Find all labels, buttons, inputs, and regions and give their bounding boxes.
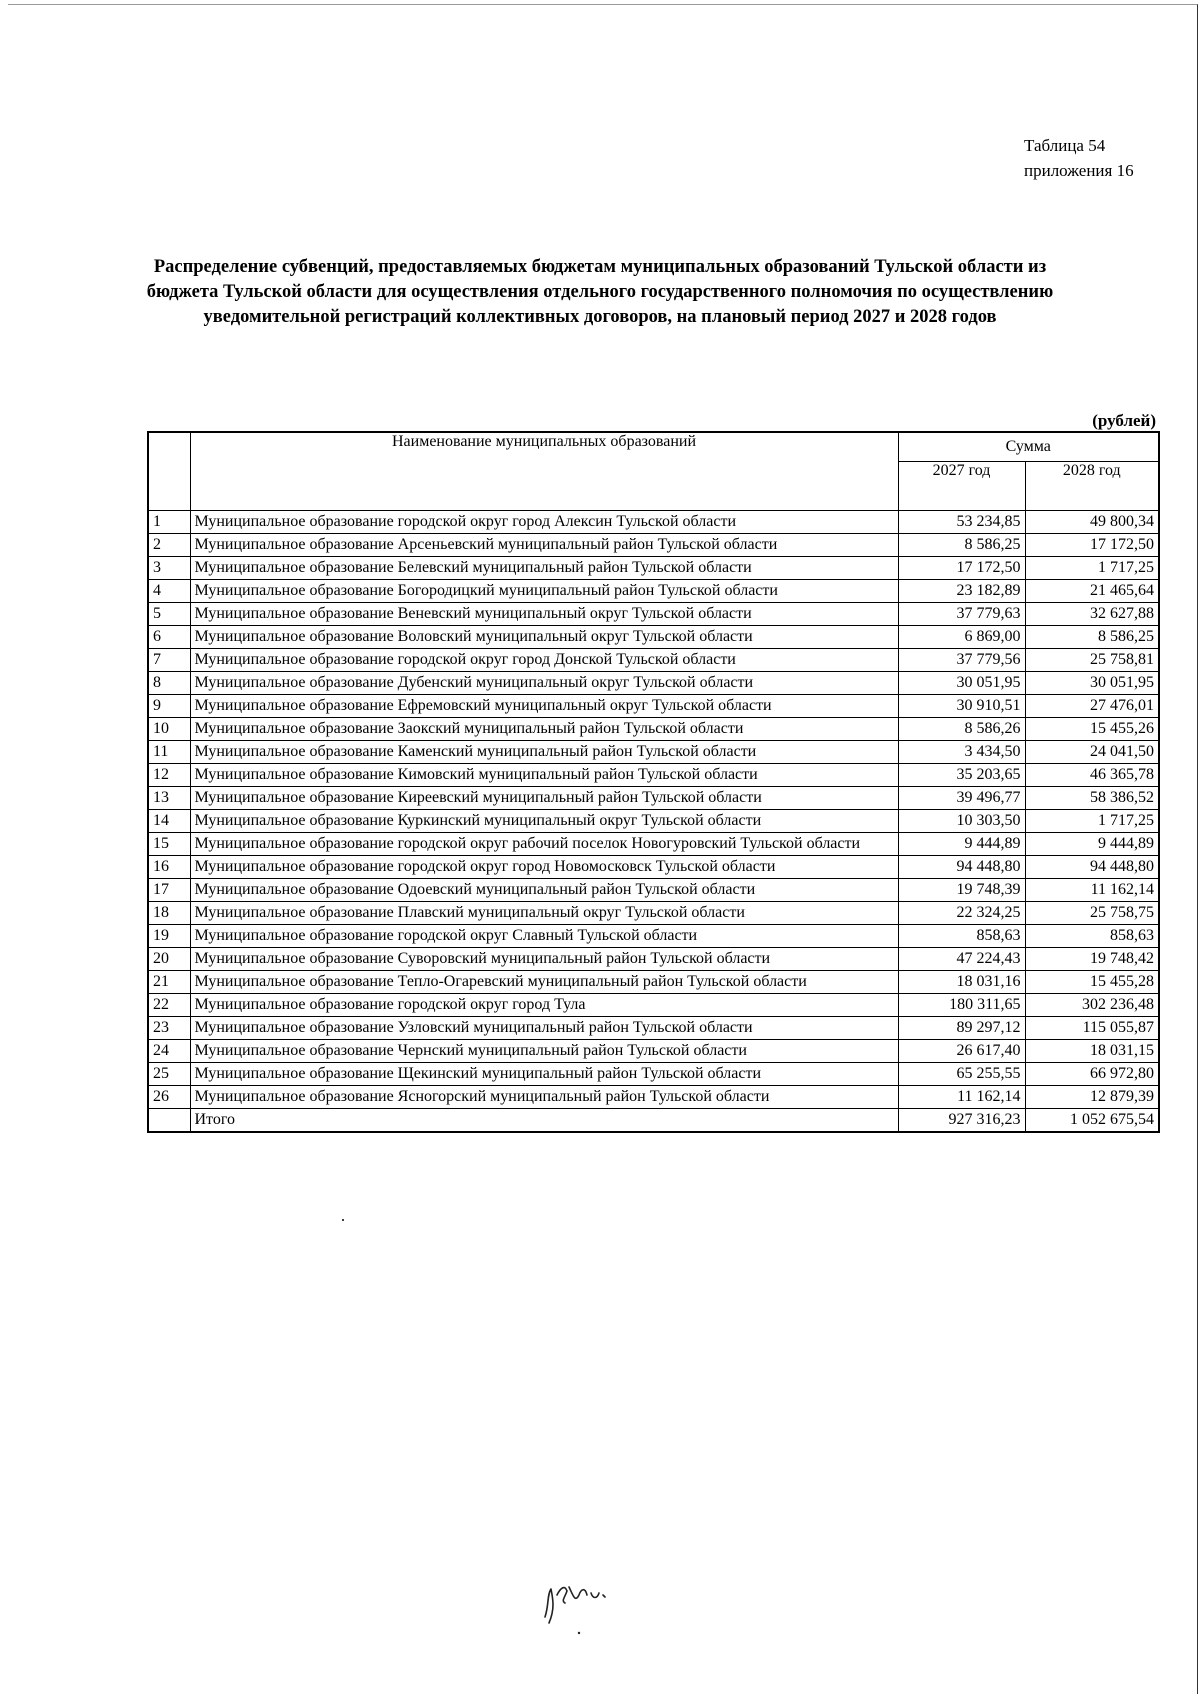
table-row <box>148 718 1159 741</box>
row-number: 12 <box>148 764 190 787</box>
municipality-name: Муниципальное образование городской округ город Донской Тульской области <box>190 649 898 672</box>
amount-2027: 30 910,51 <box>898 695 1025 718</box>
row-number: 24 <box>148 1040 190 1063</box>
total-2028: 1 052 675,54 <box>1025 1109 1159 1133</box>
amount-2028: 12 879,39 <box>1025 1086 1159 1109</box>
amount-2028: 18 031,15 <box>1025 1040 1159 1063</box>
row-number: 18 <box>148 902 190 925</box>
table-row <box>148 626 1159 649</box>
table-row <box>148 971 1159 994</box>
row-number: 6 <box>148 626 190 649</box>
row-number: 22 <box>148 994 190 1017</box>
row-number: 17 <box>148 879 190 902</box>
appendix-annex-number: приложения 16 <box>1024 161 1134 180</box>
amount-2027: 22 324,25 <box>898 902 1025 925</box>
row-number: 15 <box>148 833 190 856</box>
amount-2028: 17 172,50 <box>1025 534 1159 557</box>
municipality-name: Муниципальное образование Кимовский муниципальный район Тульской области <box>190 764 898 787</box>
amount-2027: 53 234,85 <box>898 511 1025 534</box>
municipality-name: Муниципальное образование Узловский муниципальный район Тульской области <box>190 1017 898 1040</box>
municipality-name: Муниципальное образование Богородицкий муниципальный район Тульской области <box>190 580 898 603</box>
municipality-name: Муниципальное образование Каменский муниципальный район Тульской области <box>190 741 898 764</box>
amount-2028: 27 476,01 <box>1025 695 1159 718</box>
table-row <box>148 511 1159 534</box>
amount-2027: 17 172,50 <box>898 557 1025 580</box>
municipality-name: Муниципальное образование городской округ город Тула <box>190 994 898 1017</box>
amount-2028: 15 455,26 <box>1025 718 1159 741</box>
stray-mark <box>342 1219 344 1221</box>
table-row <box>148 994 1159 1017</box>
table-row <box>148 902 1159 925</box>
amount-2028: 58 386,52 <box>1025 787 1159 810</box>
amount-2028: 32 627,88 <box>1025 603 1159 626</box>
amount-2028: 49 800,34 <box>1025 511 1159 534</box>
amount-2027: 858,63 <box>898 925 1025 948</box>
row-number: 16 <box>148 856 190 879</box>
amount-2028: 94 448,80 <box>1025 856 1159 879</box>
amount-2028: 9 444,89 <box>1025 833 1159 856</box>
amount-2028: 858,63 <box>1025 925 1159 948</box>
amount-2028: 1 717,25 <box>1025 557 1159 580</box>
table-body <box>148 511 1159 1109</box>
municipality-name: Муниципальное образование городской округ Славный Тульской области <box>190 925 898 948</box>
amount-2027: 23 182,89 <box>898 580 1025 603</box>
table-row <box>148 810 1159 833</box>
amount-2027: 8 586,26 <box>898 718 1025 741</box>
row-number: 13 <box>148 787 190 810</box>
table-row <box>148 948 1159 971</box>
row-number: 19 <box>148 925 190 948</box>
row-number: 25 <box>148 1063 190 1086</box>
table-row <box>148 534 1159 557</box>
row-number: 7 <box>148 649 190 672</box>
municipality-name: Муниципальное образование Киреевский муниципальный район Тульской области <box>190 787 898 810</box>
amount-2027: 11 162,14 <box>898 1086 1025 1109</box>
row-number: 3 <box>148 557 190 580</box>
table-row <box>148 787 1159 810</box>
row-number: 8 <box>148 672 190 695</box>
total-2027: 927 316,23 <box>898 1109 1025 1133</box>
table-row <box>148 1086 1159 1109</box>
table-row <box>148 856 1159 879</box>
row-number: 14 <box>148 810 190 833</box>
row-number: 4 <box>148 580 190 603</box>
row-number: 26 <box>148 1086 190 1109</box>
amount-2027: 26 617,40 <box>898 1040 1025 1063</box>
row-number: 9 <box>148 695 190 718</box>
municipality-name: Муниципальное образование городской округ рабочий поселок Новогуровский Тульской области <box>190 833 898 856</box>
table-row <box>148 1063 1159 1086</box>
amount-2028: 302 236,48 <box>1025 994 1159 1017</box>
amount-2028: 15 455,28 <box>1025 971 1159 994</box>
amount-2028: 25 758,75 <box>1025 902 1159 925</box>
header-year-2028: 2028 год <box>1025 462 1159 511</box>
table-row <box>148 557 1159 580</box>
amount-2027: 18 031,16 <box>898 971 1025 994</box>
municipality-name: Муниципальное образование Куркинский муниципальный округ Тульской области <box>190 810 898 833</box>
appendix-table-number: Таблица 54 <box>1024 136 1106 155</box>
row-number: 21 <box>148 971 190 994</box>
header-name: Наименование муниципальных образований <box>190 432 898 511</box>
municipality-name: Муниципальное образование Заокский муниципальный район Тульской области <box>190 718 898 741</box>
subsidy-table <box>147 431 1160 1133</box>
municipality-name: Муниципальное образование Ефремовский муниципальный округ Тульской области <box>190 695 898 718</box>
total-number-cell <box>148 1109 190 1133</box>
header-number-cell <box>148 432 190 511</box>
row-number: 5 <box>148 603 190 626</box>
amount-2027: 180 311,65 <box>898 994 1025 1017</box>
table-row <box>148 764 1159 787</box>
municipality-name: Муниципальное образование Чернский муниципальный район Тульской области <box>190 1040 898 1063</box>
municipality-name: Муниципальное образование Веневский муниципальный округ Тульской области <box>190 603 898 626</box>
amount-2027: 65 255,55 <box>898 1063 1025 1086</box>
amount-2027: 30 051,95 <box>898 672 1025 695</box>
total-label: Итого <box>190 1109 898 1133</box>
amount-2028: 25 758,81 <box>1025 649 1159 672</box>
amount-2027: 39 496,77 <box>898 787 1025 810</box>
municipality-name: Муниципальное образование Плавский муниципальный округ Тульской области <box>190 902 898 925</box>
header-year-2027: 2027 год <box>898 462 1025 511</box>
amount-2028: 11 162,14 <box>1025 879 1159 902</box>
table-row <box>148 695 1159 718</box>
table-row <box>148 672 1159 695</box>
municipality-name: Муниципальное образование Щекинский муниципальный район Тульской области <box>190 1063 898 1086</box>
table-row <box>148 649 1159 672</box>
municipality-name: Муниципальное образование Арсеньевский муниципальный район Тульской области <box>190 534 898 557</box>
amount-2027: 37 779,56 <box>898 649 1025 672</box>
municipality-name: Муниципальное образование Белевский муниципальный район Тульской области <box>190 557 898 580</box>
amount-2028: 19 748,42 <box>1025 948 1159 971</box>
amount-2027: 19 748,39 <box>898 879 1025 902</box>
municipality-name: Муниципальное образование городской округ город Алексин Тульской области <box>190 511 898 534</box>
table-row <box>148 603 1159 626</box>
table-row <box>148 1040 1159 1063</box>
amount-2027: 89 297,12 <box>898 1017 1025 1040</box>
amount-2028: 115 055,87 <box>1025 1017 1159 1040</box>
amount-2027: 10 303,50 <box>898 810 1025 833</box>
amount-2027: 3 434,50 <box>898 741 1025 764</box>
table-row <box>148 580 1159 603</box>
amount-2027: 8 586,25 <box>898 534 1025 557</box>
appendix-reference <box>1024 133 1134 183</box>
amount-2027: 94 448,80 <box>898 856 1025 879</box>
municipality-name: Муниципальное образование Дубенский муниципальный округ Тульской области <box>190 672 898 695</box>
municipality-name: Муниципальное образование городской округ город Новомосковск Тульской области <box>190 856 898 879</box>
table-row <box>148 925 1159 948</box>
amount-2028: 8 586,25 <box>1025 626 1159 649</box>
amount-2027: 37 779,63 <box>898 603 1025 626</box>
row-number: 10 <box>148 718 190 741</box>
table-row <box>148 741 1159 764</box>
row-number: 23 <box>148 1017 190 1040</box>
row-number: 11 <box>148 741 190 764</box>
row-number: 1 <box>148 511 190 534</box>
municipality-name: Муниципальное образование Суворовский муниципальный район Тульской области <box>190 948 898 971</box>
amount-2027: 35 203,65 <box>898 764 1025 787</box>
amount-2028: 30 051,95 <box>1025 672 1159 695</box>
amount-2028: 21 465,64 <box>1025 580 1159 603</box>
municipality-name: Муниципальное образование Тепло-Огаревский муниципальный район Тульской области <box>190 971 898 994</box>
row-number: 20 <box>148 948 190 971</box>
table-row <box>148 833 1159 856</box>
table-row <box>148 879 1159 902</box>
amount-2028: 66 972,80 <box>1025 1063 1159 1086</box>
total-row <box>148 1109 1159 1133</box>
amount-2028: 1 717,25 <box>1025 810 1159 833</box>
handwritten-signature <box>535 1565 655 1635</box>
row-number: 2 <box>148 534 190 557</box>
amount-2027: 6 869,00 <box>898 626 1025 649</box>
municipality-name: Муниципальное образование Ясногорский муниципальный район Тульской области <box>190 1086 898 1109</box>
table-row <box>148 1017 1159 1040</box>
municipality-name: Муниципальное образование Воловский муниципальный округ Тульской области <box>190 626 898 649</box>
amount-2028: 24 041,50 <box>1025 741 1159 764</box>
amount-2027: 9 444,89 <box>898 833 1025 856</box>
municipality-name: Муниципальное образование Одоевский муниципальный район Тульской области <box>190 879 898 902</box>
document-title: Распределение субвенций, предоставляемых бюджетам муниципальных образований Тульской области из бюджета Тульской области для осуществления отдельного государственного полномочия по осуществлению уведомительной регистраций коллективных договоров, на плановый период 2027 и 2028 годов <box>146 257 1054 327</box>
units-label: (рублей) <box>1092 411 1156 430</box>
header-sum: Сумма <box>898 432 1159 462</box>
amount-2027: 47 224,43 <box>898 948 1025 971</box>
amount-2028: 46 365,78 <box>1025 764 1159 787</box>
